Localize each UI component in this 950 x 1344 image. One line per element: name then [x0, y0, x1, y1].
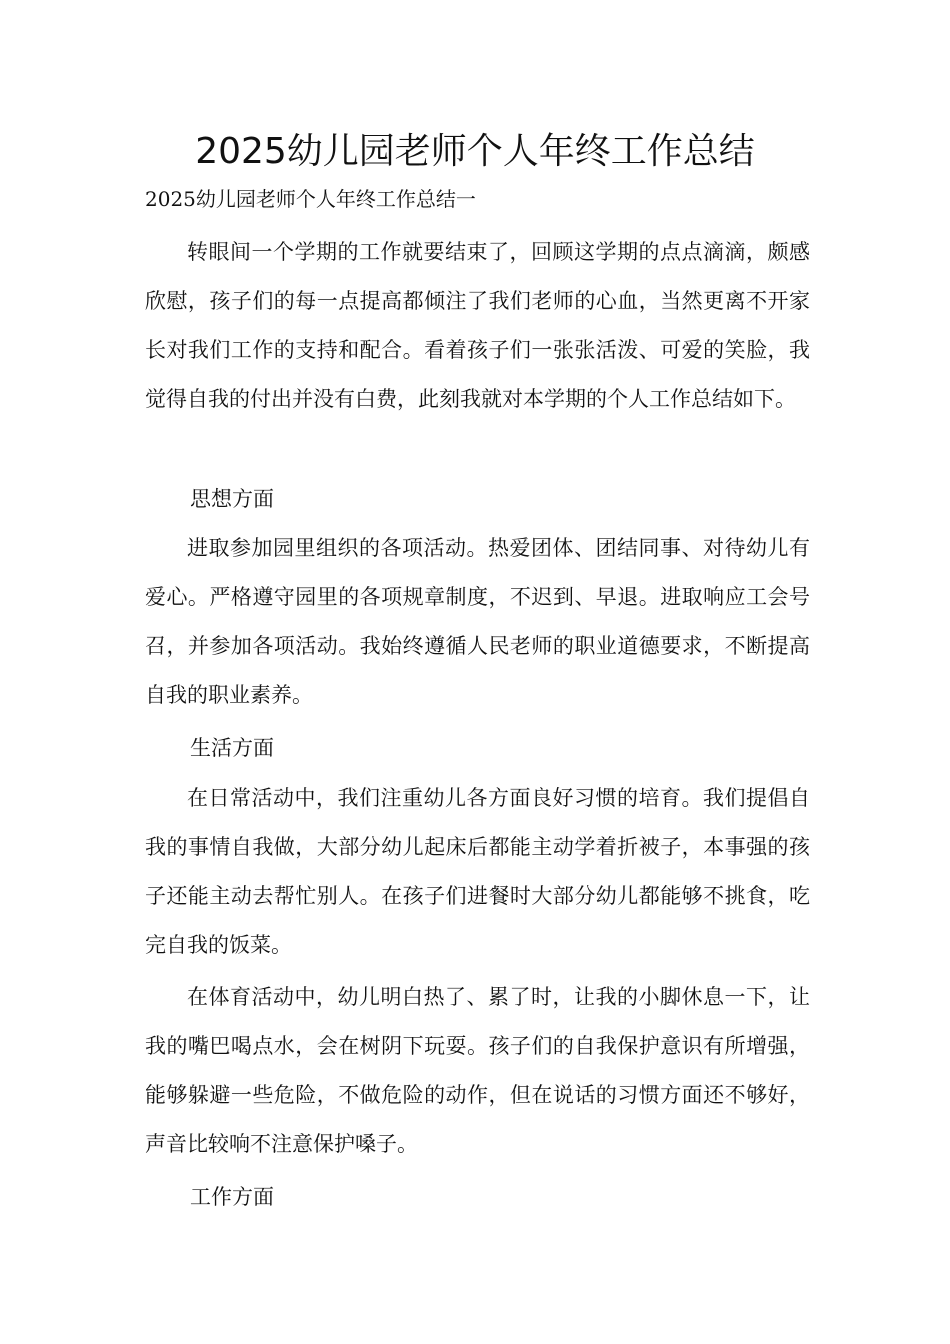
- heading-work: 工作方面: [190, 1185, 274, 1209]
- heading-life: 生活方面: [190, 736, 274, 760]
- paragraph-life-sports: 在体育活动中，幼儿明白热了、累了时，让我的小脚休息一下，让我的嘴巴喝点水，会在树阴下玩耍。孩子们的自我保护意识有所增强，能够躲避一些危险，不做危险的动作，但在说话的习惯方面还不够好，声音比较响不注意保护嗓子。: [145, 985, 810, 1156]
- section-subtitle: 2025幼儿园老师个人年终工作总结一: [145, 187, 476, 211]
- document-title: 2025幼儿园老师个人年终工作总结: [195, 131, 755, 172]
- paragraph-thought: 进取参加园里组织的各项活动。热爱团体、团结同事、对待幼儿有爱心。严格遵守园里的各项规章制度，不迟到、早退。进取响应工会号召，并参加各项活动。我始终遵循人民老师的职业道德要求，不断提高自我的职业素养。: [145, 536, 810, 707]
- paragraph-life-habits: 在日常活动中，我们注重幼儿各方面良好习惯的培育。我们提倡自我的事情自我做，大部分幼儿起床后都能主动学着折被子，本事强的孩子还能主动去帮忙别人。在孩子们进餐时大部分幼儿都能够不挑食，吃完自我的饭菜。: [145, 786, 810, 957]
- heading-thought: 思想方面: [190, 487, 274, 511]
- paragraph-intro: 转眼间一个学期的工作就要结束了，回顾这学期的点点滴滴，颇感欣慰，孩子们的每一点提高都倾注了我们老师的心血，当然更离不开家长对我们工作的支持和配合。看着孩子们一张张活泼、可爱的笑脸，我觉得自我的付出并没有白费，此刻我就对本学期的个人工作总结如下。: [145, 240, 810, 411]
